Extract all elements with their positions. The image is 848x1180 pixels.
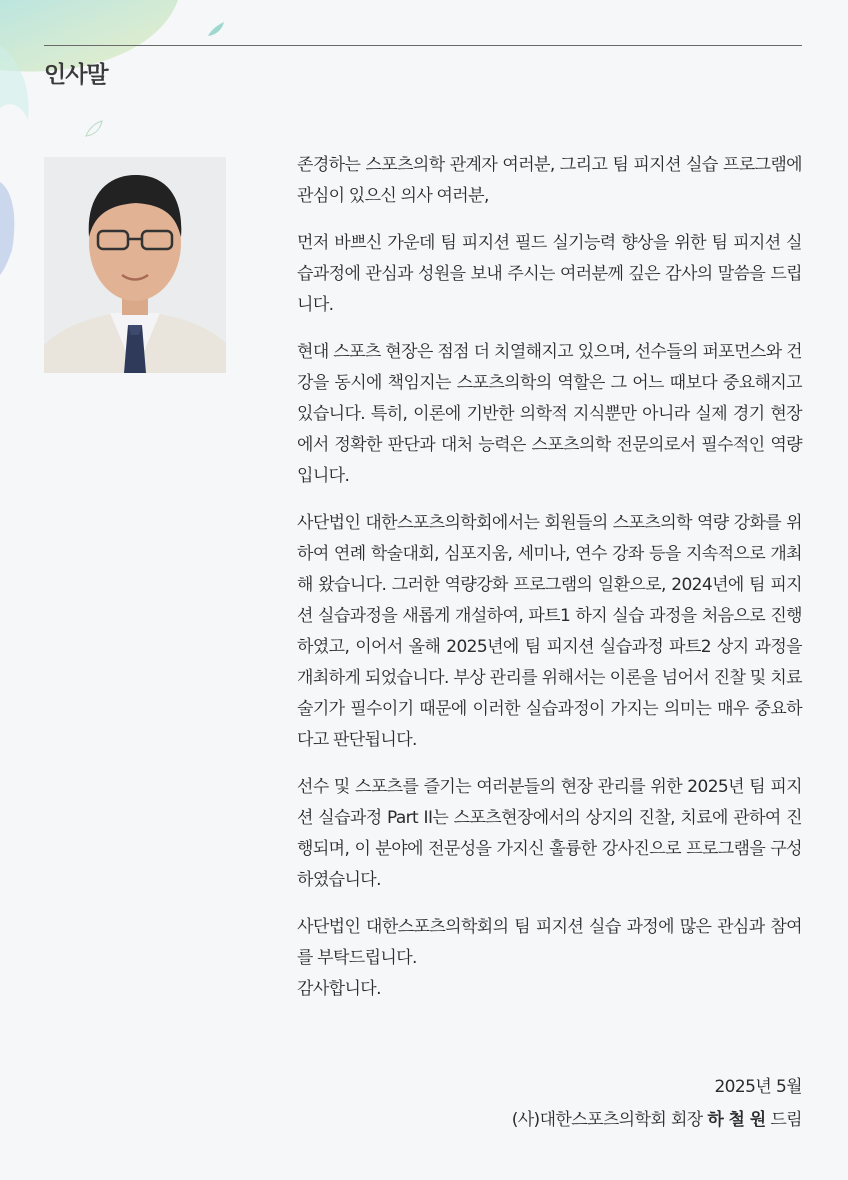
letter-thanks: 감사합니다.: [297, 979, 381, 999]
letter-paragraph: 선수 및 스포츠를 즐기는 여러분들의 현장 관리를 위한 2025년 팀 피지션 실습과정 Part II는 스포츠현장에서의 상지의 진찰, 치료에 관하여 진행되며, 이 분야에 전문성을 가지신 훌륭한 강사진으로 프로그램을 구성하였습니다.: [297, 777, 802, 890]
letter-paragraph: 사단법인 대한스포츠의학회에서는 회원들의 스포츠의학 역량 강화를 위하여 연례 학술대회, 심포지움, 세미나, 연수 강좌 등을 지속적으로 개최해 왔습니다. 그러한 역량강화 프로그램의 일환으로, 2024년에 팀 피지션 실습과정을 새롭게 개설하여, 파트1 하지 실습 과정을 처음으로 진행하였고, 이어서 올해 2025년에 팀 피지션 실습과정 파트2 상지 과정을 개최하게 되었습니다. 부상 관리를 위해서는 이론을 넘어서 진찰 및 치료 술기가 필수이기 때문에 이러한 실습과정이 가지는 의미는 매우 중요하다고 판단됩니다.: [297, 513, 802, 750]
president-portrait: [44, 157, 226, 373]
page-title: 인사말: [44, 62, 108, 88]
letter-body: [297, 150, 802, 1021]
signature-block: [390, 1071, 802, 1137]
header-rule: [44, 45, 802, 46]
letter-paragraph: 먼저 바쁘신 가운데 팀 피지션 필드 실기능력 향상을 위한 팀 피지션 실습과정에 관심과 성원을 보내 주시는 여러분께 깊은 감사의 말씀을 드립니다.: [297, 233, 802, 315]
letter-greeting: 존경하는 스포츠의학 관계자 여러분, 그리고 팀 피지션 실습 프로그램에 관심이 있으신 의사 여러분,: [297, 155, 802, 206]
letter-paragraph: 현대 스포츠 현장은 점점 더 치열해지고 있으며, 선수들의 퍼포먼스와 건강을 동시에 책임지는 스포츠의학의 역할은 그 어느 때보다 중요해지고 있습니다. 특히, 이론에 기반한 의학적 지식뿐만 아니라 실제 경기 현장에서 정확한 판단과 대처 능력은 스포츠의학 전문의로서 필수적인 역량입니다.: [297, 342, 802, 486]
signature-line: [390, 1104, 802, 1137]
letter-closing-request: 사단법인 대한스포츠의학회의 팀 피지션 실습 과정에 많은 관심과 참여를 부탁드립니다.: [297, 917, 802, 968]
signature-name: 하 철 원: [707, 1110, 766, 1130]
signature-suffix: 드림: [770, 1110, 802, 1130]
signature-org-title: (사)대한스포츠의학회 회장: [511, 1110, 703, 1130]
signature-date: 2025년 5월: [714, 1077, 802, 1097]
